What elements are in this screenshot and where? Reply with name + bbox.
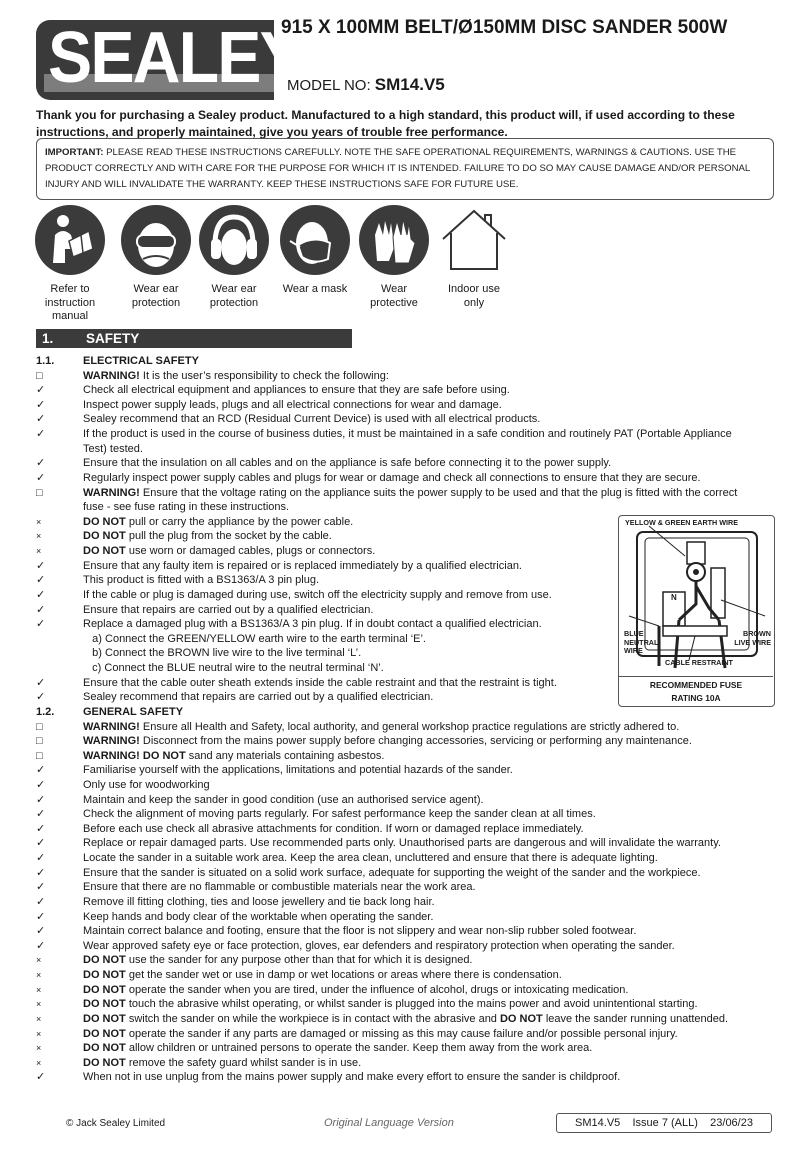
cross-icon: ×: [36, 1043, 42, 1054]
cross-icon: ×: [36, 1057, 42, 1068]
item-text: leave the sander running unattended.: [542, 1012, 729, 1025]
list-text: [83, 442, 143, 457]
list-text: [83, 603, 373, 618]
check-icon: ✓: [36, 413, 46, 426]
pictogram-gloves: [358, 205, 430, 310]
brand-logo: SEALEY: [48, 18, 302, 98]
item-text: If the cable or plug is damaged during use, switch off the electricity supply and remove from use.: [83, 588, 552, 601]
check-icon: ✓: [36, 764, 46, 777]
item-text: Before each use check all abrasive attachments for condition. If worn or damaged replace immediately.: [83, 822, 584, 835]
emphasis: DO NOT: [499, 1012, 543, 1025]
check-icon: ✓: [36, 939, 46, 952]
item-text: It is the user’s responsibility to check the following:: [139, 369, 389, 382]
check-icon: ✓: [36, 428, 46, 441]
cross-icon: ×: [36, 1028, 42, 1039]
pictogram-label: Wear protective: [370, 283, 418, 309]
check-icon: ✓: [36, 398, 46, 411]
warning-box-icon: □: [36, 735, 43, 748]
check-icon: ✓: [36, 837, 46, 850]
item-text: Maintain correct balance and footing, ensure that the floor is not slippery and wear non-slip rubber soled footwear.: [83, 925, 637, 938]
cross-icon: ×: [36, 531, 42, 542]
list-text: [83, 968, 562, 983]
item-text: sand any materials containing asbestos.: [185, 749, 385, 762]
list-text: [83, 763, 513, 778]
item-text: Maintain and keep the sander in good condition (use an authorised service agent).: [83, 793, 484, 806]
manual-reader-icon: [35, 205, 105, 275]
emphasis: WARNING! DO NOT: [83, 749, 186, 762]
item-text: switch the sander on while the workpiece is in contact with the abrasive and: [125, 1012, 500, 1025]
list-text: [83, 720, 679, 735]
pictogram-mask: [279, 205, 351, 297]
item-text: Test) tested.: [83, 442, 143, 455]
cross-icon: ×: [36, 984, 42, 995]
emphasis: DO NOT: [83, 1056, 126, 1069]
check-icon: ✓: [36, 691, 46, 704]
list-text: [83, 1041, 592, 1056]
list-text: [83, 661, 384, 676]
item-text: Remove ill fitting clothing, ties and loose jewellery and tie back long hair.: [83, 895, 435, 908]
footer-language: Original Language Version: [324, 1117, 454, 1129]
list-text: [83, 880, 476, 895]
emphasis: DO NOT: [83, 545, 126, 558]
item-text: Keep hands and body clear of the worktable when operating the sander.: [83, 910, 434, 923]
subsection-title: GENERAL SAFETY: [83, 705, 184, 718]
emphasis: WARNING!: [83, 735, 140, 748]
list-text: [83, 983, 628, 998]
list-text: [83, 383, 510, 398]
check-icon: ✓: [36, 603, 46, 616]
cross-icon: ×: [36, 970, 42, 981]
fuse-rating-text: RECOMMENDED FUSE RATING 10A: [649, 680, 743, 703]
subsection-title: ELECTRICAL SAFETY: [83, 355, 199, 367]
check-icon: ✓: [36, 574, 46, 587]
item-text: Inspect power supply leads, plugs and all electrical connections for wear and damage.: [83, 398, 502, 411]
page-title: 915 X 100MM BELT/Ø150MM DISC SANDER 500W: [281, 17, 728, 38]
item-text: Regularly inspect power supply cables and plugs for wear or damage and check all connections to ensure that they are secure.: [83, 471, 701, 484]
check-icon: ✓: [36, 822, 46, 835]
warning-box-icon: □: [36, 749, 43, 762]
item-text: Ensure that the sander is situated on a solid work surface, adequate for supporting the weight of the sander and the workpiece.: [83, 866, 701, 879]
list-text: [83, 573, 319, 588]
list-text: [83, 705, 183, 720]
item-text: This product is fitted with a BS1363/A 3 pin plug.: [83, 574, 320, 587]
list-text: [83, 588, 552, 603]
item-text: use worn or damaged cables, plugs or connectors.: [125, 545, 376, 558]
item-text: Ensure that the cable outer sheath extends inside the cable restraint and that the restraint is tight.: [83, 676, 557, 689]
list-text: [83, 793, 484, 808]
list-text: [83, 822, 584, 837]
warning-box-icon: □: [36, 369, 43, 382]
item-text: If the product is used in the course of business duties, it must be maintained in a safe condition and routinely PAT (Portable Appliance: [83, 428, 732, 441]
item-text: Only use for woodworking: [83, 778, 210, 791]
list-text: [83, 398, 502, 413]
list-text: [83, 997, 698, 1012]
check-icon: ✓: [36, 881, 46, 894]
pictogram-label: Refer to instruction manual: [44, 283, 96, 322]
item-text: Replace or repair damaged parts. Use recommended parts only. Unauthorised parts are dangerous and will invalidate the warranty.: [83, 837, 721, 850]
warning-box-icon: □: [36, 486, 43, 499]
list-text: [83, 1012, 728, 1027]
list-text: [83, 617, 542, 632]
cross-icon: ×: [36, 546, 42, 557]
neutral-wire-label: BLUE NEUTRAL WIRE: [624, 629, 659, 656]
emphasis: WARNING!: [83, 486, 140, 499]
list-text: [83, 939, 675, 954]
item-text: Check all electrical equipment and appliances to ensure that they are safe before using.: [83, 384, 510, 397]
check-icon: ✓: [36, 895, 46, 908]
list-text: [83, 515, 353, 530]
check-icon: ✓: [36, 925, 46, 938]
check-icon: ✓: [36, 808, 46, 821]
item-text: pull or carry the appliance by the power cable.: [125, 515, 354, 528]
model-label: MODEL NO:: [287, 77, 375, 94]
list-text: [83, 427, 732, 442]
list-text: [83, 559, 522, 574]
check-icon: ✓: [36, 588, 46, 601]
cross-icon: ×: [36, 1013, 42, 1024]
item-text: When not in use unplug from the mains power supply and make every effort to ensure the sander is childproof.: [83, 1071, 621, 1084]
item-text: Ensure all Health and Safety, local authority, and general workshop practice regulations are strictly adhered to.: [139, 720, 680, 733]
item-text: c) Connect the BLUE neutral wire to the neutral terminal ‘N’.: [83, 662, 384, 675]
terminal-n-label: N: [671, 593, 677, 602]
item-text: Sealey recommend that an RCD (Residual Current Device) is used with all electrical products.: [83, 413, 541, 426]
item-text: b) Connect the BROWN live wire to the live terminal ‘L’.: [83, 647, 362, 660]
subsection-number: 1.1.: [36, 355, 55, 367]
emphasis: DO NOT: [83, 998, 126, 1011]
list-text: [83, 500, 289, 515]
intro-text: Thank you for purchasing a Sealey product. Manufactured to a high standard, this product will, if used according to these instructions, and properly maintained, give you years of trouble free performance.: [36, 108, 735, 139]
item-text: Familiarise yourself with the applications, limitations and potential hazards of the sander.: [83, 764, 513, 777]
section-number: 1.: [42, 331, 54, 346]
list-text: [83, 1070, 620, 1085]
item-text: Ensure that the voltage rating on the appliance suits the power supply to be used and that the plug is fitted with the correct: [139, 486, 738, 499]
check-icon: ✓: [36, 910, 46, 923]
section-title: SAFETY: [86, 331, 140, 346]
section-header: [36, 329, 352, 348]
item-text: use the sander for any purpose other than that for which it is designed.: [125, 954, 473, 967]
check-icon: ✓: [36, 559, 46, 572]
check-icon: ✓: [36, 1071, 46, 1084]
pictogram-indoor: [438, 205, 510, 310]
list-text: [83, 734, 692, 749]
list-text: [83, 412, 540, 427]
item-text: remove the safety guard whilst sander is in use.: [125, 1056, 362, 1069]
pictogram-label: Wear a mask: [282, 283, 348, 295]
list-text: [83, 369, 389, 384]
important-notice: [36, 138, 774, 200]
list-text: [83, 895, 435, 910]
item-text: Ensure that the insulation on all cables and on the appliance is safe before connecting it to the power supply.: [83, 457, 612, 470]
emphasis: DO NOT: [83, 515, 126, 528]
pictogram-label: Wear ear protection: [209, 283, 259, 309]
item-text: Disconnect from the mains power supply before changing accessories, servicing or performing any maintenance.: [139, 735, 692, 748]
check-icon: ✓: [36, 778, 46, 791]
pictogram-label: Indoor use only: [448, 283, 500, 309]
item-text: Locate the sander in a suitable work area. Keep the area clean, uncluttered and ensure that there is adequate lighting.: [83, 852, 658, 865]
item-text: allow children or untrained persons to operate the sander. Keep them away from the work area.: [125, 1042, 593, 1055]
item-text: operate the sander if any parts are damaged or missing as this may cause failure and/or possible personal injury.: [125, 1027, 678, 1040]
subsection-number: 1.2.: [36, 705, 55, 718]
check-icon: ✓: [36, 457, 46, 470]
warning-box-icon: □: [36, 720, 43, 733]
item-text: Ensure that there are no flammable or combustible materials near the work area.: [83, 881, 476, 894]
item-text: touch the abrasive whilst operating, or whilst sander is plugged into the mains power and avoid unintentional starting.: [125, 998, 698, 1011]
list-text: [83, 836, 721, 851]
footer-issue: SM14.V5 Issue 7 (ALL) 23/06/23: [556, 1113, 772, 1133]
list-text: [83, 807, 596, 822]
item-text: Ensure that any faulty item is repaired or is replaced immediately by a qualified electrician.: [83, 559, 522, 572]
item-text: pull the plug from the socket by the cable.: [125, 530, 332, 543]
list-text: [83, 529, 332, 544]
list-text: [83, 910, 433, 925]
list-text: [83, 749, 384, 764]
list-text: [83, 632, 426, 647]
model-number: [287, 75, 445, 95]
emphasis: DO NOT: [83, 954, 126, 967]
pictogram-goggles: [120, 205, 192, 310]
check-icon: ✓: [36, 866, 46, 879]
item-text: a) Connect the GREEN/YELLOW earth wire to the earth terminal ‘E’.: [83, 632, 426, 645]
check-icon: ✓: [36, 852, 46, 865]
emphasis: DO NOT: [83, 1042, 126, 1055]
ear-defenders-icon: [199, 205, 269, 275]
list-text: [83, 924, 636, 939]
check-icon: ✓: [36, 618, 46, 631]
list-text: [83, 851, 658, 866]
emphasis: DO NOT: [83, 1027, 126, 1040]
check-icon: ✓: [36, 676, 46, 689]
item-text: operate the sander when you are tired, under the influence of alcohol, drugs or intoxicating medication.: [125, 983, 629, 996]
item-text: get the sander wet or use in damp or wet locations or areas where there is condensation.: [125, 969, 562, 982]
list-text: [83, 953, 473, 968]
pictogram-ear: [198, 205, 270, 310]
footer-copyright: © Jack Sealey Limited: [66, 1118, 166, 1129]
list-text: [83, 354, 199, 369]
dust-mask-icon: [280, 205, 350, 275]
gloves-icon: [359, 205, 429, 275]
pictogram-label: Wear ear protection: [131, 283, 181, 309]
list-text: [83, 646, 361, 661]
emphasis: DO NOT: [83, 1012, 126, 1025]
item-text: fuse - see fuse rating in these instructions.: [83, 501, 290, 514]
cross-icon: ×: [36, 955, 42, 966]
important-text: PLEASE READ THESE INSTRUCTIONS CAREFULLY. NOTE THE SAFE OPERATIONAL REQUIREMENTS, WARNINGS & CAUTIONS. USE THE PRODUCT CORRECTLY AND WITH CARE FOR THE PURPOSE FOR WHICH IT IS INTENDED. FAILURE TO DO SO MAY CAUSE DAMAGE AND/OR PERSONAL INJURY AND WILL INVALIDATE THE WARRANTY. KEEP THESE INSTRUCTIONS SAFE FOR FUTURE USE.: [45, 147, 750, 190]
item-text: Ensure that repairs are carried out by a qualified electrician.: [83, 603, 374, 616]
pictogram-manual: [34, 205, 106, 324]
emphasis: DO NOT: [83, 530, 126, 543]
cable-restraint-label: CABLE RESTRAINT: [665, 658, 733, 667]
house-icon: [439, 205, 509, 275]
emphasis: WARNING!: [83, 720, 140, 733]
safety-goggles-icon: [121, 205, 191, 275]
list-text: [83, 544, 375, 559]
list-text: [83, 471, 701, 486]
emphasis: DO NOT: [83, 983, 126, 996]
fuse-rating: [619, 676, 773, 707]
important-label: IMPORTANT:: [45, 147, 104, 158]
item-text: Check the alignment of moving parts regularly. For safest performance keep the sander clean at all times.: [83, 808, 596, 821]
list-text: [83, 778, 210, 793]
cross-icon: ×: [36, 999, 42, 1010]
list-text: [83, 676, 557, 691]
live-wire-label: BROWN LIVE WIRE: [734, 629, 771, 647]
check-icon: ✓: [36, 793, 46, 806]
item-text: Sealey recommend that repairs are carried out by a qualified electrician.: [83, 691, 434, 704]
list-text: [83, 486, 737, 501]
model-value: SM14.V5: [374, 75, 445, 94]
list-text: [83, 1027, 678, 1042]
check-icon: ✓: [36, 384, 46, 397]
list-text: [83, 866, 701, 881]
check-icon: ✓: [36, 471, 46, 484]
earth-wire-label: YELLOW & GREEN EARTH WIRE: [625, 518, 739, 527]
item-text: Replace a damaged plug with a BS1363/A 3 pin plug. If in doubt contact a qualified electrician.: [83, 618, 542, 631]
item-text: Wear approved safety eye or face protection, gloves, ear defenders and respiratory protection when operating the sander.: [83, 939, 675, 952]
list-text: [83, 690, 433, 705]
list-text: [83, 1056, 361, 1071]
emphasis: DO NOT: [83, 969, 126, 982]
list-text: [83, 456, 611, 471]
cross-icon: ×: [36, 516, 42, 527]
emphasis: WARNING!: [83, 369, 140, 382]
